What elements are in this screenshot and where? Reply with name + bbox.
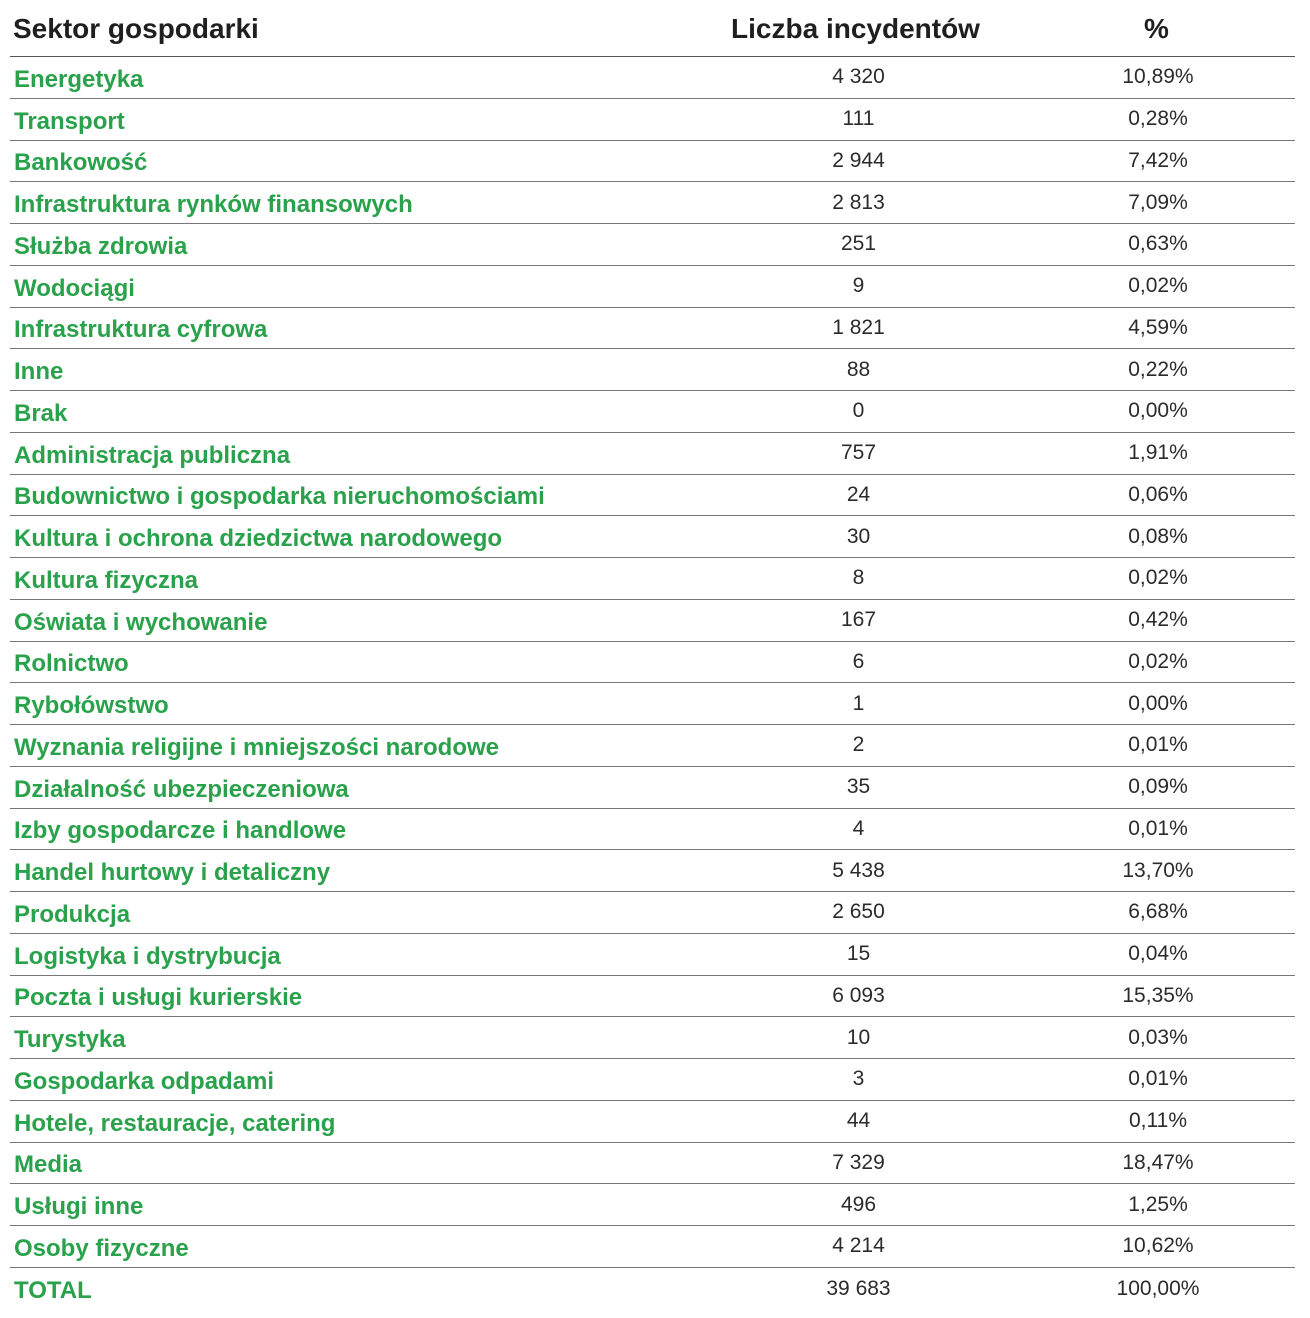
table-row [10,642,1295,684]
incident-percent: 0,00% [1128,399,1188,423]
sector-name: Gospodarka odpadami [14,1067,275,1095]
sector-name: Oświata i wychowanie [14,608,268,636]
sector-name: Osoby fizyczne [14,1234,189,1262]
sector-name: Działalność ubezpieczeniowa [14,775,349,803]
sector-name: Infrastruktura cyfrowa [14,316,268,344]
incident-count: 3 [852,1067,865,1091]
table-row [10,391,1295,433]
sector-name: Wyznania religijne i mniejszości narodowe [14,733,500,761]
table-row [10,475,1295,517]
table-row [10,224,1295,266]
table-row [10,767,1295,809]
sector-name: Usługi inne [14,1193,144,1221]
incident-percent: 0,03% [1128,1025,1188,1049]
incident-percent: 0,08% [1128,524,1188,548]
header-count: Liczba incydentów [731,13,980,44]
incident-percent: 0,01% [1128,1067,1188,1091]
sector-name: Handel hurtowy i detaliczny [14,859,331,887]
incident-percent: 7,42% [1128,148,1188,172]
table-row [10,516,1295,558]
table-row [10,934,1295,976]
incident-percent: 0,02% [1128,566,1188,590]
incident-count: 15 [846,942,871,966]
incident-percent: 18,47% [1122,1150,1194,1174]
total-row [10,1268,1295,1310]
incident-count: 496 [840,1192,877,1216]
incident-count: 35 [846,775,871,799]
incident-count: 30 [846,524,871,548]
header-percent: % [1144,13,1169,44]
sector-name: Hotele, restauracje, catering [14,1109,336,1137]
table-row [10,558,1295,600]
sector-name: Produkcja [14,900,131,928]
incident-percent: 0,22% [1128,357,1188,381]
sector-name: Kultura fizyczna [14,566,199,594]
incident-count: 111 [842,107,875,131]
sector-name: Administracja publiczna [14,441,291,469]
sector-name: Izby gospodarcze i handlowe [14,817,347,845]
incident-count: 88 [846,357,871,381]
table-row [10,976,1295,1018]
sector-name: Turystyka [14,1026,126,1054]
incident-percent: 15,35% [1122,983,1194,1007]
incident-percent: 4,59% [1128,315,1188,339]
incident-count: 10 [846,1025,871,1049]
incident-percent: 0,06% [1128,482,1188,506]
incident-count: 1 821 [832,315,885,339]
incident-count: 24 [846,482,871,506]
incident-count: 7 329 [832,1150,885,1174]
incident-percent: 0,01% [1128,733,1188,757]
incident-percent: 1,25% [1128,1192,1188,1216]
incident-count: 44 [846,1109,871,1133]
table-row [10,725,1295,767]
incident-percent: 10,89% [1122,65,1194,89]
incident-count: 2 650 [832,900,885,924]
incident-count: 39 683 [826,1276,891,1300]
sector-name: Rybołówstwo [14,692,169,720]
incident-count: 251 [840,232,877,256]
table-row [10,683,1295,725]
table-row [10,182,1295,224]
table-row [10,1184,1295,1226]
table-row [10,266,1295,308]
incident-count: 5 438 [832,858,885,882]
sector-name: Inne [14,358,64,386]
table-row [10,809,1295,851]
sector-name: Brak [14,399,68,427]
incident-count: 757 [840,441,877,465]
sector-name: Logistyka i dystrybucja [14,942,281,970]
sector-name: Służba zdrowia [14,232,188,260]
incident-percent: 6,68% [1128,900,1188,924]
incident-count: 8 [852,566,865,590]
incident-count: 167 [840,608,877,632]
incident-percent: 0,02% [1128,649,1188,673]
table-row [10,1101,1295,1143]
incident-count: 2 813 [832,190,885,214]
table-row [10,141,1295,183]
incident-percent: 0,04% [1128,942,1188,966]
header-sector: Sektor gospodarki [13,13,259,44]
table-row [10,892,1295,934]
table-row [10,308,1295,350]
sector-name: Budownictwo i gospodarka nieruchomościami [14,483,545,511]
sector-name: Rolnictwo [14,650,129,678]
table-body [10,57,1295,1310]
table-header [10,0,1295,57]
sector-name: Wodociągi [14,274,135,302]
incident-count: 1 [852,691,865,715]
table-row [10,1059,1295,1101]
incident-count: 0 [852,399,865,423]
table-row [10,349,1295,391]
sector-name: Bankowość [14,149,148,177]
table-row [10,600,1295,642]
sector-name: Poczta i usługi kurierskie [14,984,303,1012]
incident-percent: 0,02% [1128,274,1188,298]
sector-name: Kultura i ochrona dziedzictwa narodowego [14,525,503,553]
sector-name: Transport [14,107,125,135]
table-row [10,1226,1295,1268]
incident-percent: 0,09% [1128,775,1188,799]
incident-percent: 100,00% [1116,1276,1200,1300]
incident-percent: 0,00% [1128,691,1188,715]
incident-count: 6 093 [832,983,885,1007]
table-row [10,1017,1295,1059]
table-row [10,1143,1295,1185]
sector-name: TOTAL [14,1277,92,1305]
incident-count: 6 [852,649,865,673]
incident-count: 9 [852,274,865,298]
incident-count: 4 320 [832,65,885,89]
incident-percent: 0,11% [1129,1109,1187,1133]
incident-percent: 10,62% [1122,1234,1194,1258]
incident-percent: 0,28% [1128,107,1188,131]
incident-percent: 0,63% [1128,232,1188,256]
incident-count: 4 [852,816,865,840]
table-row [10,99,1295,141]
incident-percent: 1,91% [1128,441,1188,465]
sector-name: Infrastruktura rynków finansowych [14,191,413,219]
table-row [10,433,1295,475]
incidents-by-sector-table [10,0,1295,1310]
incident-percent: 0,42% [1128,608,1188,632]
incident-count: 4 214 [832,1234,885,1258]
sector-name: Energetyka [14,65,144,93]
sector-name: Media [14,1151,83,1179]
table-row [10,57,1295,99]
incident-count: 2 [852,733,865,757]
incident-count: 2 944 [832,148,885,172]
table-row [10,850,1295,892]
incident-percent: 0,01% [1128,816,1188,840]
incident-percent: 13,70% [1122,858,1194,882]
incident-percent: 7,09% [1128,190,1188,214]
